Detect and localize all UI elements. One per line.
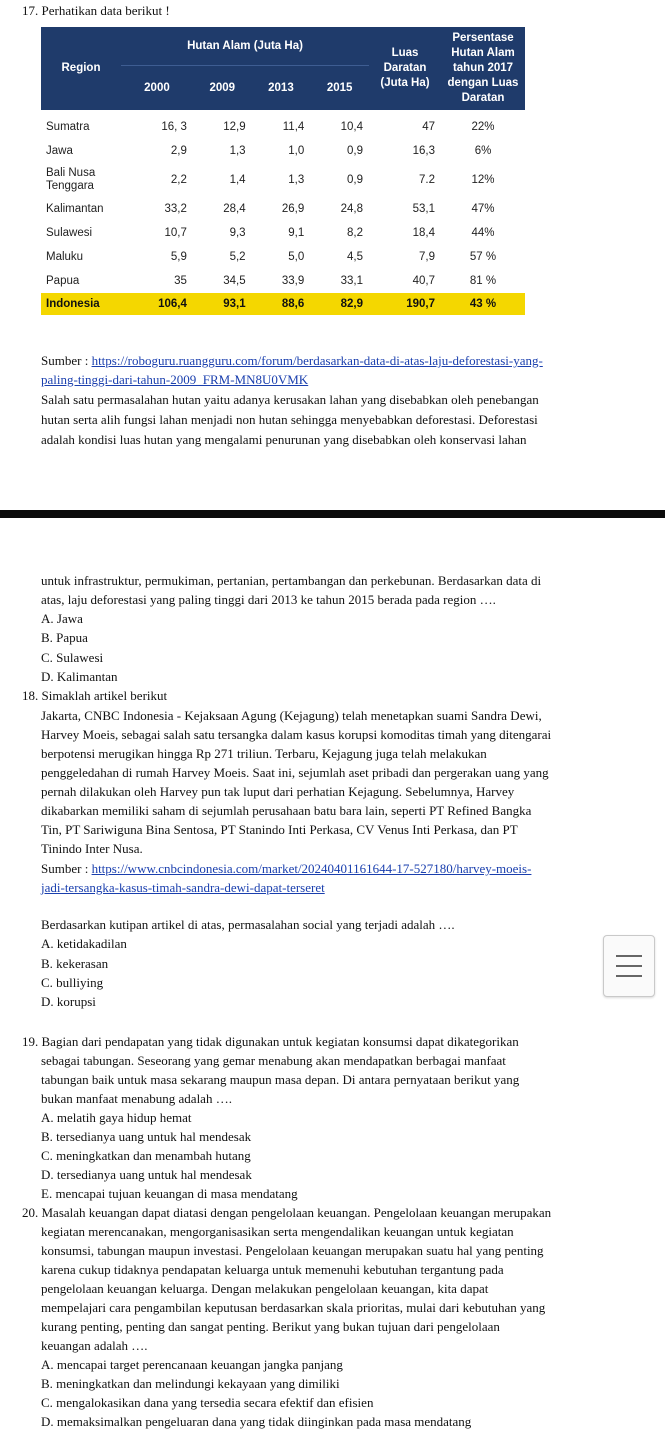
option-a[interactable]: A. melatih gaya hidup hemat [41,1110,192,1125]
table-row: Kalimantan 33,2 28,4 26,9 24,8 53,1 47% [46,202,495,215]
option-c[interactable]: C. meningkatkan dan menambah hutang [41,1148,251,1163]
header-year: 2015 [310,66,369,111]
table-row: Jawa 2,9 1,3 1,0 0,9 16,3 6% [46,144,492,157]
source-link[interactable]: jadi-tersangka-kasus-timah-sandra-dewi-dapat-terseret [41,880,325,895]
paragraph-line: 19. Bagian dari pendapatan yang tidak digunakan untuk kegiatan konsumsi dapat dikategorikan [22,1034,519,1049]
paragraph-line: Salah satu permasalahan hutan yaitu adanya kerusakan lahan yang disebabkan oleh penebangan [41,392,539,407]
paragraph-line: kurang penting, penting dan sangat penting. Berikut yang bukan tujuan dari pengelolaan [41,1319,500,1334]
header-year: 2009 [193,66,252,111]
header-year: 2013 [252,66,311,111]
paragraph-line: tabungan baik untuk masa sekarang maupun masa depan. Di antara pernyataan berikut yang [41,1072,520,1087]
option-b[interactable]: B. meningkatkan dan melindungi kekayaan yang dimiliki [41,1376,340,1391]
option-b[interactable]: B. tersedianya uang untuk hal mendesak [41,1129,252,1144]
option-d[interactable]: D. memaksimalkan pengeluaran dana yang tidak diinginkan pada masa mendatang [41,1414,472,1429]
paragraph-line: dikabarkan memiliki saham di sejumlah perusahaan batu bara lain, seperti PT Refined Bangka [41,803,532,818]
paragraph-line: 20. Masalah keuangan dapat diatasi dengan pengelolaan keuangan. Pengelolaan keuangan merupakan [22,1205,552,1220]
source-link[interactable]: https://roboguru.ruangguru.com/forum/berdasarkan-data-di-atas-laju-deforestasi-yang- [91,353,543,368]
paragraph-line: Tin, PT Sariwiguna Bina Sentosa, PT Stanindo Inti Perkasa, CV Venus Inti Perkasa, dan PT [41,822,518,837]
paragraph-line: Jakarta, CNBC Indonesia - Kejaksaan Agung (Kejagung) telah menetapkan suami Sandra Dewi, [41,708,542,723]
header-forest: Hutan Alam (Juta Ha) [121,27,369,66]
header-region: Region [41,27,121,110]
paragraph-line: pengelolaan keuangan keluarga. Dengan melakukan pengelolaan keuangan, kita dapat [41,1281,489,1296]
menu-icon[interactable] [603,935,655,997]
paragraph-line: konsumsi, tabungan maupun investasi. Pengelolaan keuangan merupakan suatu hal yang penting [41,1243,544,1258]
source-18: Sumber : https://www.cnbcindonesia.com/market/20240401161644-17-527180/harvey-moeis- [41,861,532,876]
paragraph-line: keuangan adalah …. [41,1338,148,1353]
table-row: Maluku 5,9 5,2 5,0 4,5 7,9 57 % [46,250,497,263]
question-18-prompt: Berdasarkan kutipan artikel di atas, permasalahan social yang terjadi adalah …. [41,917,455,932]
table-row: Sulawesi 10,7 9,3 9,1 8,2 18,4 44% [46,226,495,239]
paragraph-line: berpotensi merugikan hingga Rp 271 triliun. Terbaru, Kejagung juga telah melakukan [41,746,487,761]
paragraph-line: mempelajari cara pengambilan keputusan berdasarkan skala prioritas, mulai dari kebutuhan yang [41,1300,546,1315]
paragraph-line: karena cukup tidaknya pendapatan keluarga untuk memenuhi kebutuhan tergantung pada [41,1262,504,1277]
header-percent: Persentase Hutan Alam tahun 2017 dengan Luas Daratan [441,27,525,110]
option-c[interactable]: C. Sulawesi [41,650,104,665]
page-divider [0,510,665,518]
option-d[interactable]: D. tersedianya uang untuk hal mendesak [41,1167,252,1182]
paragraph-line: Tinindo Inter Nusa. [41,841,143,856]
table-row: Bali Nusa Tenggara 2,2 1,4 1,3 0,9 7.2 12% [46,167,495,192]
paragraph-line: untuk infrastruktur, permukiman, pertanian, pertambangan dan perkebunan. Berdasarkan data di [41,573,542,588]
option-b[interactable]: B. Papua [41,630,88,645]
table-row: Sumatra 16, 3 12,9 11,4 10,4 47 22% [46,120,495,133]
table-row: Papua 35 34,5 33,9 33,1 40,7 81 % [46,274,497,287]
source-18-cont [41,879,325,897]
deforestation-table [41,27,525,315]
option-d[interactable]: D. Kalimantan [41,669,118,684]
question-18-title: 18. Simaklah artikel berikut [22,688,168,703]
paragraph-line: sebagai tabungan. Seseorang yang gemar menabung akan mendapatkan berbagai manfaat [41,1053,506,1068]
option-c[interactable]: C. bulliying [41,975,104,990]
paragraph-line: hutan serta alih fungsi lahan menjadi non hutan sehingga menyebabkan deforestasi. Deforestasi [41,412,538,427]
question-17-title: 17. Perhatikan data berikut ! [22,3,170,18]
paragraph-line: adalah kondisi luas hutan yang mengalami penurunan yang disebabkan oleh konservasi lahan [41,432,527,447]
source-17-cont [41,371,308,389]
source-link[interactable]: https://www.cnbcindonesia.com/market/20240401161644-17-527180/harvey-moeis- [91,861,532,876]
header-year: 2000 [121,66,193,111]
option-b[interactable]: B. kekerasan [41,956,109,971]
option-a[interactable]: A. ketidakadilan [41,936,127,951]
header-area: Luas Daratan (Juta Ha) [369,27,441,110]
source-17: Sumber : https://roboguru.ruangguru.com/forum/berdasarkan-data-di-atas-laju-deforestasi-yang- [41,353,543,368]
option-d[interactable]: D. korupsi [41,994,96,1009]
paragraph-line: penggeledahan di rumah Harvey Moeis. Saat ini, sejumlah aset pribadi dan pergerakan uang yang [41,765,549,780]
option-a[interactable]: A. Jawa [41,611,83,626]
paragraph-line: pernah dilakukan oleh Harvey pun tak luput dari perhatian Kejagung. Sebelumnya, Harvey [41,784,515,799]
paragraph-line: Harvey Moeis, sebagai salah satu tersangka dalam kasus korupsi komoditas timah yang ditengarai [41,727,552,742]
paragraph-line: atas, laju deforestasi yang paling tinggi dari 2013 ke tahun 2015 berada pada region …. [41,592,496,607]
paragraph-line: kegiatan merencanakan, mengorganisasikan serta mengendalikan keuangan untuk kegiatan [41,1224,514,1239]
option-a[interactable]: A. mencapai target perencanaan keuangan jangka panjang [41,1357,343,1372]
table-total-row: Indonesia 106,4 93,1 88,6 82,9 190,7 43 % [41,293,525,315]
paragraph-line: bukan manfaat menabung adalah …. [41,1091,232,1106]
option-e[interactable]: E. mencapai tujuan keuangan di masa mendatang [41,1186,298,1201]
source-link[interactable]: paling-tinggi-dari-tahun-2009_FRM-MN8U0VMK [41,372,309,387]
option-c[interactable]: C. mengalokasikan dana yang tersedia secara efektif dan efisien [41,1395,374,1410]
